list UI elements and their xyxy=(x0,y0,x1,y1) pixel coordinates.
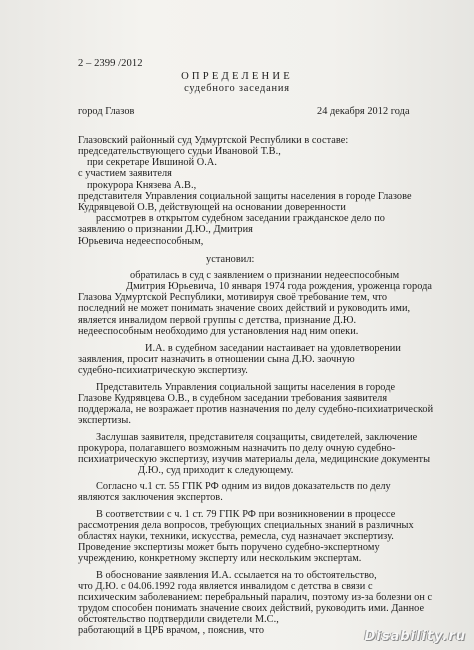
document-title: ОПРЕДЕЛЕНИЕ xyxy=(181,71,293,82)
document-line: Согласно ч.1 ст. 55 ГПК РФ одним из видов доказательств по делу xyxy=(96,481,391,492)
document-line: прокурора, полагавшего возможным назначить по делу очную судебно- xyxy=(78,443,396,454)
document-line: установил: xyxy=(206,254,255,265)
document-line: при секретаре Ившиной О.А. xyxy=(87,157,218,168)
city: город Глазов xyxy=(78,106,135,117)
document-line: является инвалидом первой группы с детства, признание Д.Ю. xyxy=(78,315,357,326)
document-line: Заслушав заявителя, представителя соцзащиты, свидетелей, заключение xyxy=(96,432,418,443)
watermark-logo: Disability.ru xyxy=(364,629,466,644)
document-line: Юрьевича недееспособным, xyxy=(78,236,204,247)
document-line: Представитель Управления социальной защиты населения в городе xyxy=(96,382,396,393)
document-line: с участием заявителя xyxy=(78,168,172,179)
document-line: что Д.Ю. с 04.06.1992 года является инвалидом с детства в связи с xyxy=(78,581,373,592)
document-line: рассмотрения дела вопросов, требующих специальных знаний в различных xyxy=(78,520,414,531)
document-line: прокурора Князева А.В., xyxy=(87,180,197,191)
document-line: обратилась в суд с заявлением о признании недееспособным xyxy=(130,270,400,281)
document-line: психиатрическую экспертизу, изучив материалы дела, медицинские документы xyxy=(78,454,431,465)
document-line: заявления, просит назначить в отношении сына Д.Ю. заочную xyxy=(78,354,355,365)
document-line: недееспособным необходимо для установления над ним опеки. xyxy=(78,326,359,337)
document-line: Кудрявцевой О.В, действующей на основании доверенности xyxy=(78,202,346,213)
document-line: Д.Ю., суд приходит к следующему. xyxy=(138,465,294,476)
case-number: 2 – 2399 /2012 xyxy=(78,58,143,69)
document-line: И.А. в судебном заседании настаивает на удовлетворении xyxy=(145,343,401,354)
document-line: учреждению, конкретному эксперту или нескольким экспертам. xyxy=(78,553,362,564)
document-line: работающий в ЦРБ врачом, , пояснив, что xyxy=(78,625,265,636)
document-line: рассмотрев в открытом судебном заседании гражданское дело по xyxy=(96,213,385,224)
document-line: Глазовский районный суд Удмуртской Республики в составе: xyxy=(78,135,349,146)
document-line: Дмитрия Юрьевича, 10 января 1974 года рождения, уроженца города xyxy=(126,281,433,292)
date: 24 декабря 2012 года xyxy=(317,106,410,117)
document-line: председательствующего судьи Ивановой Т.В., xyxy=(78,146,281,157)
document-line: Глазова Удмуртской Республики, мотивируя своё требование тем, что xyxy=(78,292,388,303)
document-line: последний не может понимать значение своих действий и руководить ими, xyxy=(78,303,411,314)
document-line: В соответствии с ч. 1 ст. 79 ГПК РФ при возникновении в процессе xyxy=(96,509,396,520)
document-line: судебно-психиатрическую экспертизу. xyxy=(78,365,248,376)
document-line: Проведение экспертизы может быть поручено судебно-экспертному xyxy=(78,542,380,553)
document-line: психическим заболеванием: перебральный паралич, поэтому из-за болезни он с xyxy=(78,592,433,603)
document-line: трудом способен понимать значение своих действий, руководить ими. Данное xyxy=(78,603,425,614)
document-line: являются заключения экспертов. xyxy=(78,492,223,503)
document-line: областях науки, техники, искусства, ремесла, суд назначает экспертизу. xyxy=(78,531,394,542)
document-line: В обоснование заявления И.А. ссылается на то обстоятельство, xyxy=(96,570,377,581)
document-line: заявлению о признании Д.Ю., Дмитрия xyxy=(78,224,253,235)
document-line: Глазове Кудрявцева О.В., в судебном заседании требования заявителя xyxy=(78,393,388,404)
document-line: экспертизы. xyxy=(78,415,131,426)
document-line: представителя Управления социальной защиты населения в городе Глазове xyxy=(78,191,412,202)
document-subtitle: судебного заседания xyxy=(184,83,290,94)
document-line: обстоятельство подтвердили свидетели М.С., xyxy=(78,614,279,625)
document-line: поддержала, не возражает против назначения по делу судебно-психиатрической xyxy=(78,404,434,415)
